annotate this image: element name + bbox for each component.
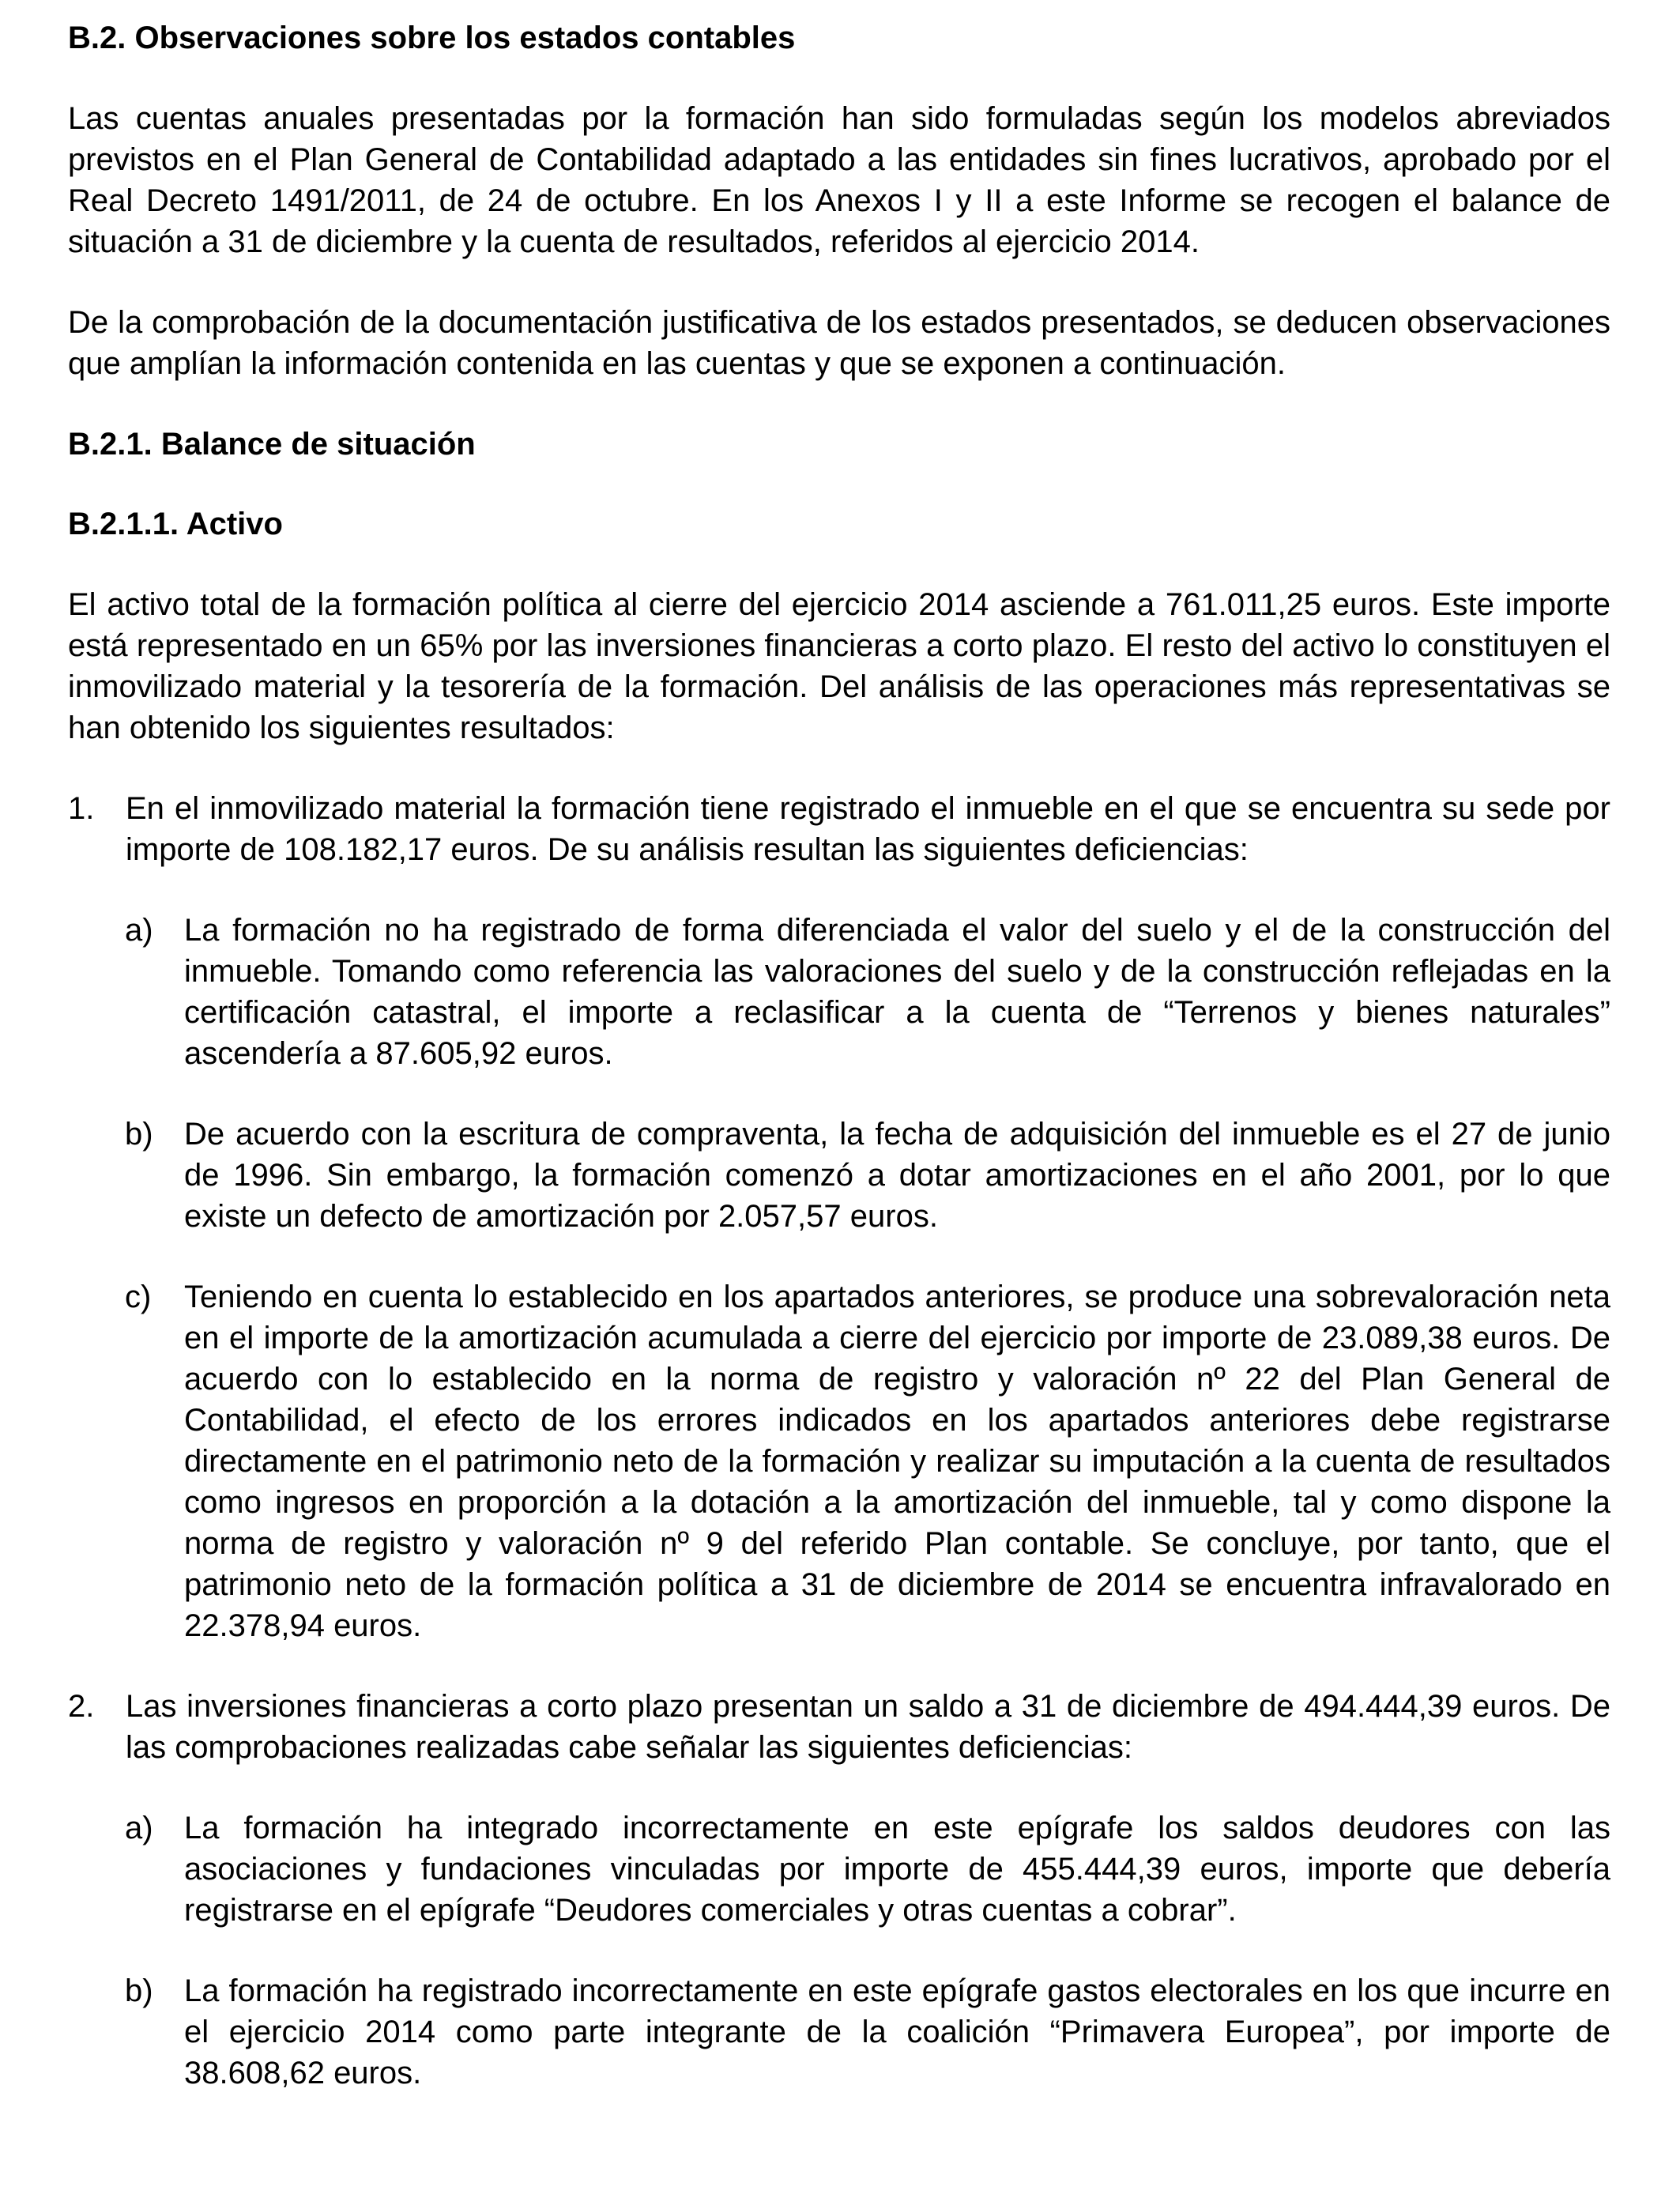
subitem-letter: b) — [125, 1973, 153, 2008]
numbered-item — [68, 1686, 1610, 1768]
subitem-letter: a) — [125, 913, 153, 948]
numbered-item — [68, 788, 1610, 870]
subitem-text: La formación ha integrado incorrectamente en este epígrafe los saldos deudores con las asociaciones y fundaciones vinculadas por importe de 455.444,39 euros, importe que debería registrarse en el epígrafe “Deudores comerciales y otras cuentas a cobrar”. — [184, 1811, 1610, 1928]
intro-paragraph: De la comprobación de la documentación justificativa de los estados presentados, se deducen observaciones que amplían la información contenida en las cuentas y que se exponen a continuación. — [68, 305, 1610, 381]
lettered-subitem — [68, 1808, 1610, 1931]
subitem-letter: b) — [125, 1117, 153, 1152]
lettered-subitem — [68, 1114, 1610, 1237]
item-number: 1. — [68, 791, 95, 826]
subitem-letter: c) — [125, 1280, 152, 1314]
lettered-subitem — [68, 910, 1610, 1074]
item-number: 2. — [68, 1689, 95, 1724]
subitem-letter: a) — [125, 1811, 153, 1845]
subsection-title: B.2.1. Balance de situación — [68, 427, 476, 462]
subitem-text: De acuerdo con la escritura de compraventa, la fecha de adquisición del inmueble es el 27 de junio de 1996. Sin embargo, la formación comenzó a dotar amortizaciones en el año 2001, por lo que existe un defecto de amortización por 2.057,57 euros. — [184, 1117, 1610, 1234]
section-title: B.2. Observaciones sobre los estados contables — [68, 21, 796, 55]
item-text: Las inversiones financieras a corto plazo presentan un saldo a 31 de diciembre de 494.444,39 euros. De las comprobaciones realizadas cabe señalar las siguientes deficiencias: — [126, 1689, 1610, 1765]
subitem-text: La formación ha registrado incorrectamente en este epígrafe gastos electorales en los que incurre en el ejercicio 2014 como parte integrante de la coalición “Primavera Europea”, por importe de 38.608,62 euros. — [184, 1973, 1610, 2090]
lettered-subitem — [68, 1276, 1610, 1646]
item-text: En el inmovilizado material la formación tiene registrado el inmueble en el que se encuentra su sede por importe de 108.182,17 euros. De su análisis resultan las siguientes deficiencias: — [126, 791, 1610, 867]
lettered-subitem — [68, 1970, 1610, 2094]
subitem-text: La formación no ha registrado de forma diferenciada el valor del suelo y el de la construcción del inmueble. Tomando como referencia las valoraciones del suelo y de la construcción reflejadas en la certificación catastral, el importe a reclasificar a la cuenta de “Terrenos y bienes naturales” ascendería a 87.605,92 euros. — [184, 913, 1610, 1071]
subitem-text: Teniendo en cuenta lo establecido en los apartados anteriores, se produce una sobrevaloración neta en el importe de la amortización acumulada a cierre del ejercicio por importe de 23.089,38 euros. De acuerdo con lo establecido en la norma de registro y valoración nº 22 del Plan General de Contabilidad, el efecto de los errores indicados en los apartados anteriores debe registrarse directamente en el patrimonio neto de la formación y realizar su imputación a la cuenta de resultados como ingresos en proporción a la dotación a la amortización del inmueble, tal y como dispone la norma de registro y valoración nº 9 del referido Plan contable. Se concluye, por tanto, que el patrimonio neto de la formación política a 31 de diciembre de 2014 se encuentra infravalorado en 22.378,94 euros. — [184, 1280, 1610, 1643]
subsubsection-title: B.2.1.1. Activo — [68, 507, 283, 541]
intro-paragraph: Las cuentas anuales presentadas por la formación han sido formuladas según los modelos abreviados previstos en el Plan General de Contabilidad adaptado a las entidades sin fines lucrativos, aprobado por el Real Decreto 1491/2011, de 24 de octubre. En los Anexos I y II a este Informe se recogen el balance de situación a 31 de diciembre y la cuenta de resultados, referidos al ejercicio 2014. — [68, 101, 1610, 259]
activo-paragraph: El activo total de la formación política al cierre del ejercicio 2014 asciende a 761.011,25 euros. Este importe está representado en un 65% por las inversiones financieras a corto plazo. El resto del activo lo constituyen el inmovilizado material y la tesorería de la formación. Del análisis de las operaciones más representativas se han obtenido los siguientes resultados: — [68, 587, 1610, 745]
